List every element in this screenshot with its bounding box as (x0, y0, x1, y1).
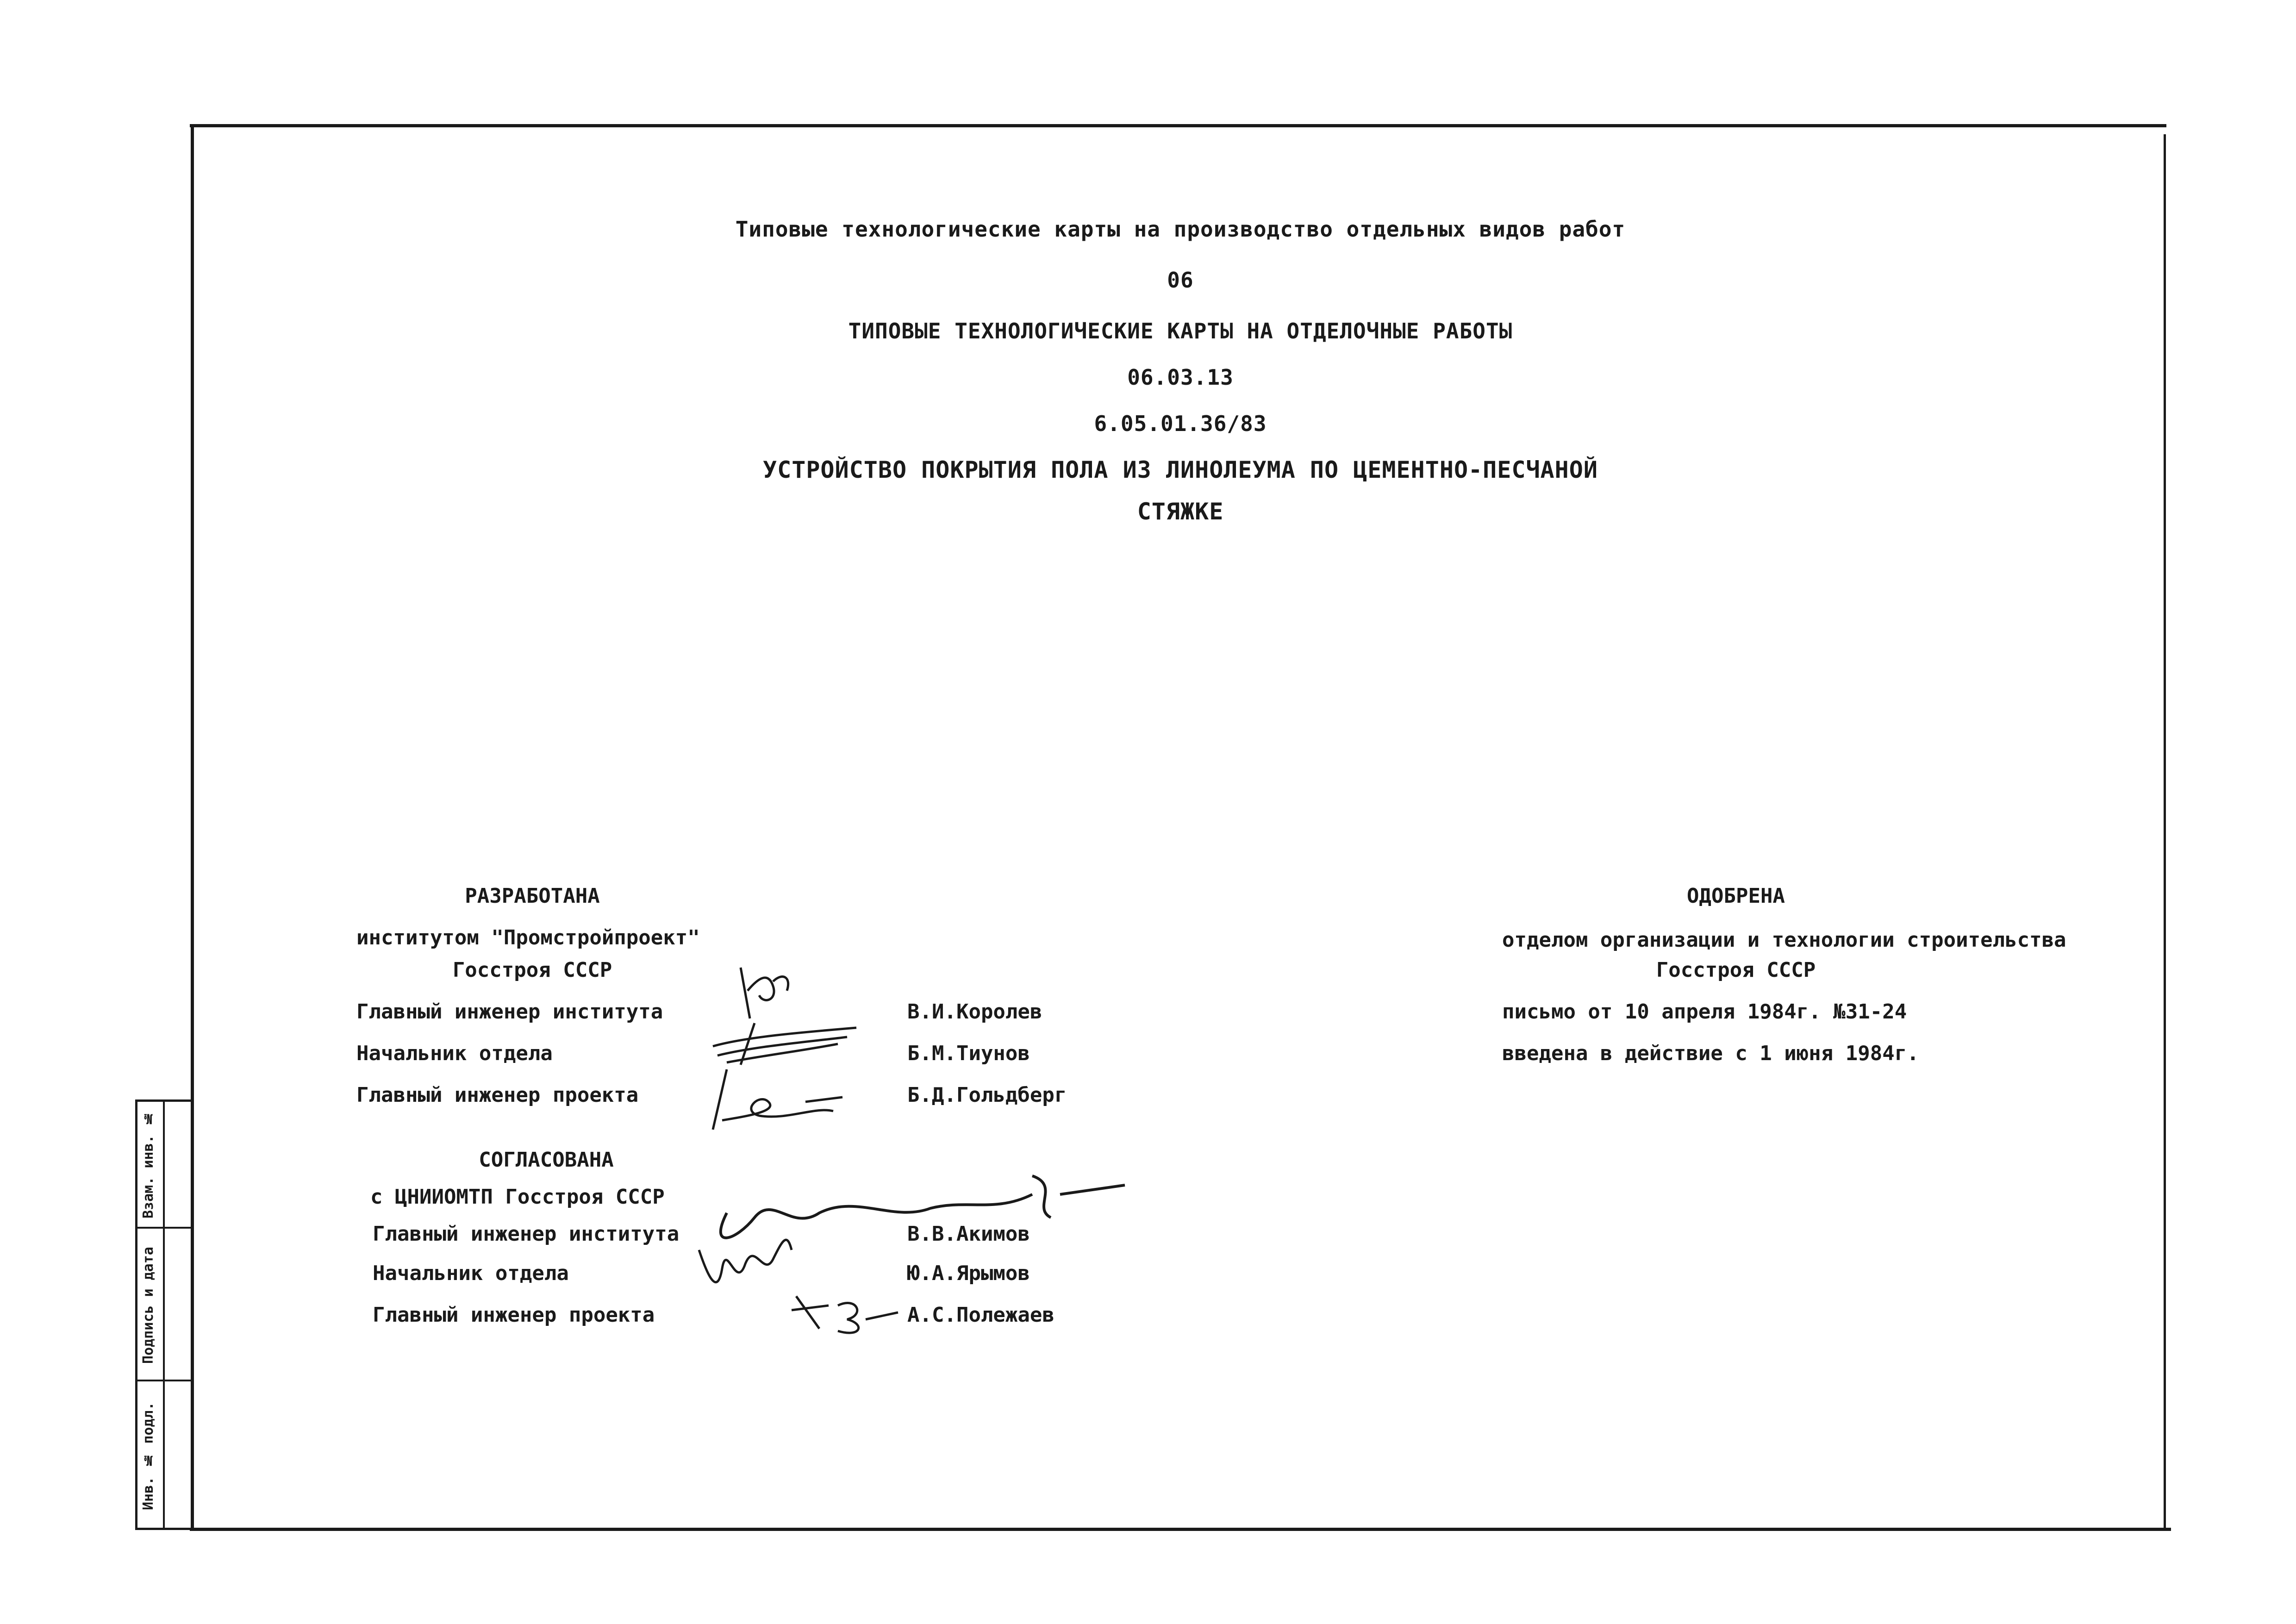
agreed-name-1: В.В.Акимов (907, 1222, 1030, 1246)
signature-polezhaev (787, 1287, 903, 1338)
doc-number: 6.05.01.36/83 (1094, 411, 1267, 436)
approved-org-line2: Госстроя СССР (1656, 958, 1816, 982)
developed-position-1: Главный инженер института (356, 1000, 663, 1024)
developed-name-3: Б.Д.Гольдберг (907, 1083, 1067, 1107)
document-title-line1: УСТРОЙСТВО ПОКРЫТИЯ ПОЛА ИЗ ЛИНОЛЕУМА ПО ЦЕМЕНТНО-ПЕСЧАНОЙ (763, 456, 1598, 483)
frame-right-border (2164, 134, 2166, 1530)
section-code: 06 (1167, 268, 1194, 293)
agreed-position-2: Начальник отдела (373, 1262, 569, 1285)
stamp-label-signature-date: Подпись и дата (140, 1247, 156, 1364)
signature-tiunov (708, 1018, 861, 1069)
approved-letter: письмо от 10 апреля 1984г. №31-24 (1502, 1000, 1907, 1024)
agreed-name-2: Ю.А.Ярымов (907, 1262, 1030, 1285)
stamp-label-replacement: Взам. инв. № (140, 1110, 156, 1218)
developed-org-line2: Госстроя СССР (452, 958, 612, 982)
agreed-org-line: с ЦНИИОМТП Госстроя СССР (370, 1185, 665, 1209)
stamp-divider-1 (137, 1227, 191, 1229)
series-title: Типовые технологические карты на производство отдельных видов работ (735, 217, 1626, 242)
side-stamp-box (135, 1099, 193, 1530)
agreed-heading: СОГЛАСОВАНА (479, 1148, 614, 1172)
frame-bottom-border (190, 1528, 2171, 1531)
agreed-position-3: Главный инженер проекта (373, 1303, 655, 1327)
developed-name-2: Б.М.Тиунов (907, 1042, 1030, 1065)
developed-name-1: В.И.Королев (907, 1000, 1042, 1024)
approved-effective-date: введена в действие с 1 июня 1984г. (1502, 1042, 1919, 1065)
stamp-divider-2 (137, 1380, 191, 1381)
developed-heading: РАЗРАБОТАНА (465, 884, 600, 908)
stamp-label-inventory: Инв. № подл. (140, 1402, 156, 1510)
section-title: ТИПОВЫЕ ТЕХНОЛОГИЧЕСКИЕ КАРТЫ НА ОТДЕЛОЧНЫЕ РАБОТЫ (848, 319, 1513, 344)
approved-org-line1: отделом организации и технологии строительства (1502, 928, 2066, 952)
agreed-position-1: Главный инженер института (373, 1222, 680, 1246)
card-code: 06.03.13 (1127, 365, 1234, 390)
developed-position-2: Начальник отдела (356, 1042, 553, 1065)
frame-top-border (190, 124, 2166, 127)
document-title-line2: СТЯЖКЕ (1137, 498, 1224, 525)
approved-heading: ОДОБРЕНА (1687, 884, 1785, 908)
developed-org-line1: институтом "Промстройпроект" (356, 926, 700, 949)
developed-position-3: Главный инженер проекта (356, 1083, 639, 1107)
signature-goldberg (704, 1065, 852, 1134)
title-header (509, 204, 1852, 532)
agreed-name-3: А.С.Полежаев (907, 1303, 1054, 1327)
